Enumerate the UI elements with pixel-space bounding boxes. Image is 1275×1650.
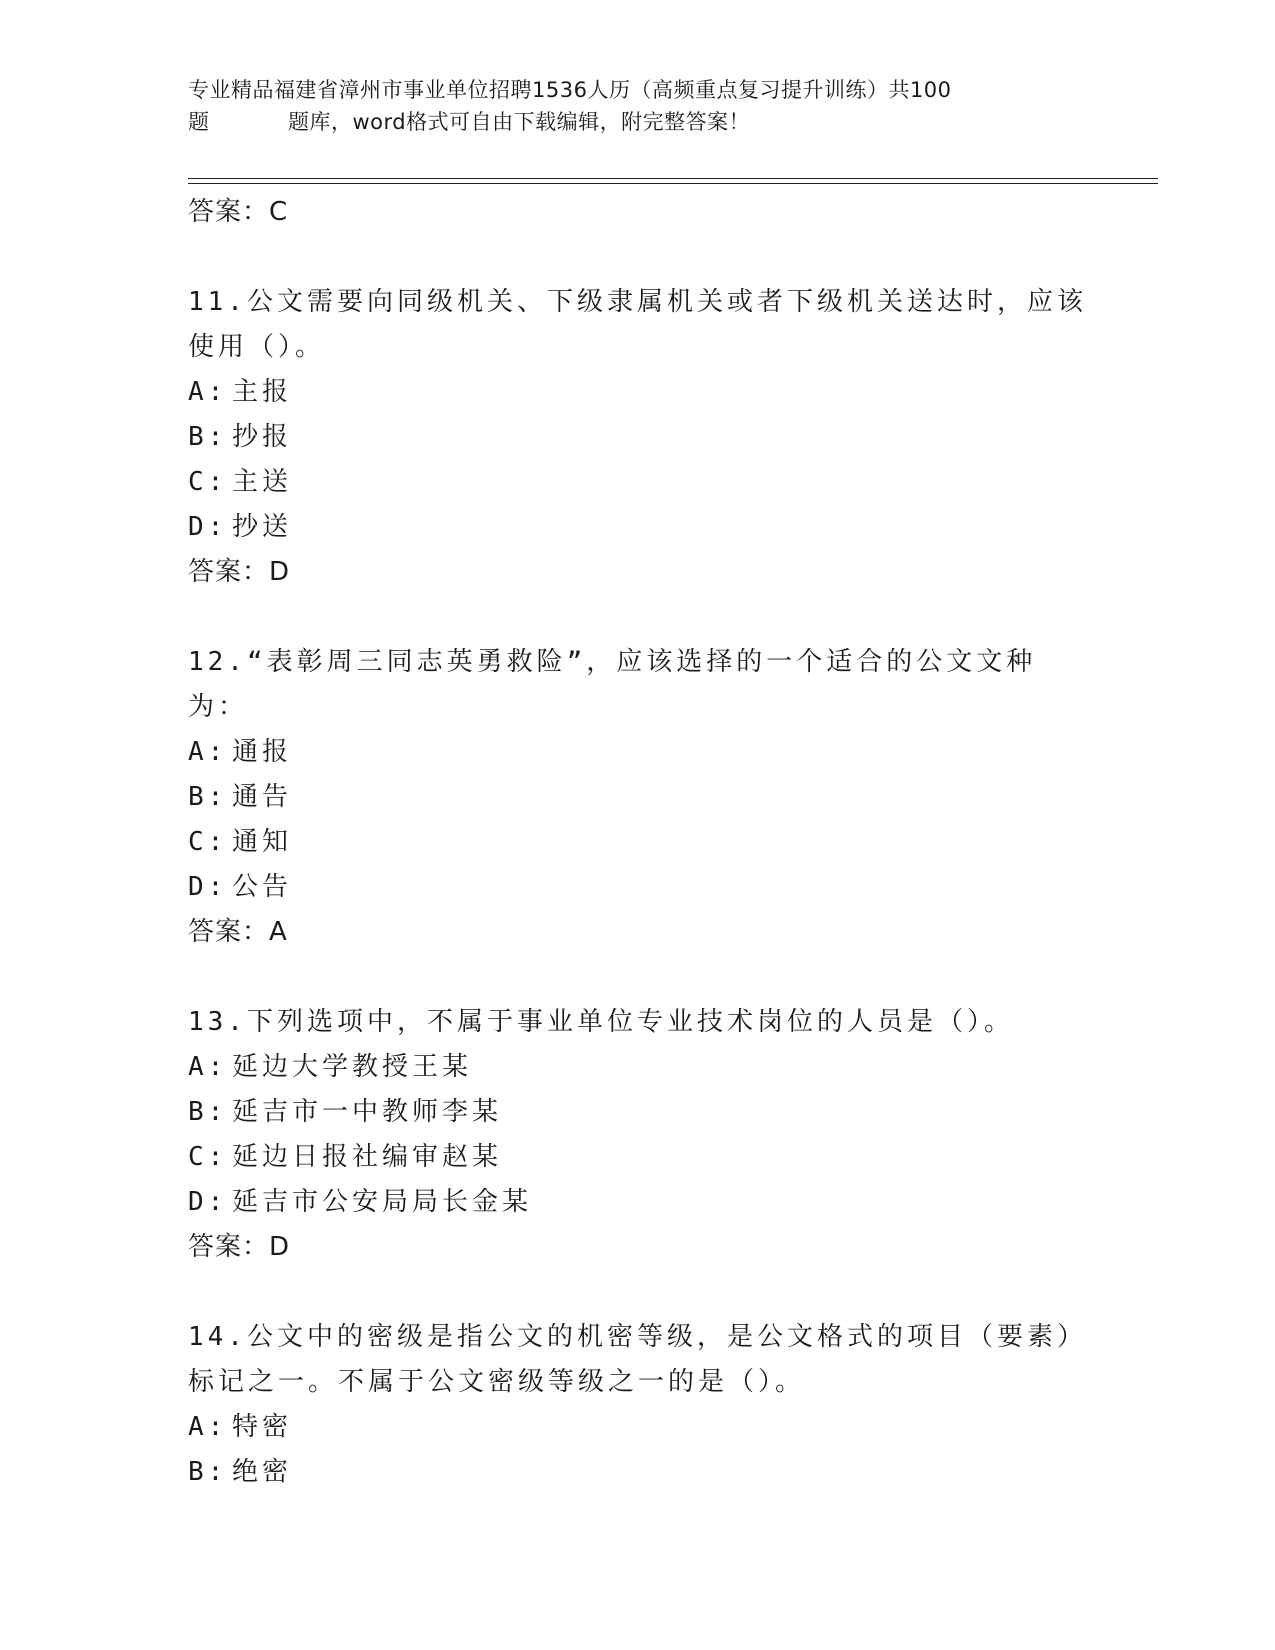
option-text: 主送 — [232, 467, 293, 497]
question-block-11 — [188, 280, 1088, 594]
answer-11: 答案：D — [188, 557, 291, 587]
option-text: 主报 — [232, 377, 293, 407]
page-header — [188, 74, 1088, 138]
option-text: 延边日报社编审赵某 — [232, 1142, 503, 1172]
answer-12: 答案：A — [188, 917, 288, 947]
option-a — [188, 1045, 1088, 1090]
option-letter: B: — [188, 1097, 228, 1127]
option-text: 抄送 — [232, 512, 293, 542]
question-block-12 — [188, 640, 1088, 954]
option-text: 通报 — [232, 737, 293, 767]
option-text: 延吉市公安局局长金某 — [232, 1187, 533, 1217]
option-letter: B: — [188, 782, 228, 812]
option-letter: A: — [188, 1052, 228, 1082]
option-b — [188, 1090, 1088, 1135]
option-letter: A: — [188, 377, 228, 407]
option-text: 抄报 — [232, 422, 293, 452]
spacer — [188, 1269, 1088, 1315]
answer-13: 答案：D — [188, 1232, 291, 1262]
option-letter: D: — [188, 872, 228, 902]
option-c — [188, 460, 1088, 505]
question-stem: 13.下列选项中，不属于事业单位专业技术岗位的人员是（）。 — [188, 1007, 1014, 1037]
option-text: 通知 — [232, 827, 293, 857]
header-subtitle: 题库，word格式可自由下载编辑，附完整答案！ — [288, 110, 751, 134]
option-text: 延吉市一中教师李某 — [232, 1097, 503, 1127]
option-letter: D: — [188, 1187, 228, 1217]
option-letter: A: — [188, 737, 228, 767]
option-c — [188, 820, 1088, 865]
option-letter: A: — [188, 1412, 228, 1442]
header-divider-top — [188, 178, 1158, 179]
option-letter: B: — [188, 1457, 228, 1487]
option-b — [188, 415, 1088, 460]
header-divider-bottom — [188, 183, 1158, 184]
question-block-13 — [188, 1000, 1088, 1269]
option-letter: B: — [188, 422, 228, 452]
option-text: 通告 — [232, 782, 293, 812]
question-list — [188, 190, 1088, 1495]
option-d — [188, 505, 1088, 550]
option-text: 绝密 — [232, 1457, 293, 1487]
option-letter: C: — [188, 1142, 228, 1172]
option-d — [188, 865, 1088, 910]
option-text: 特密 — [232, 1412, 293, 1442]
option-text: 延边大学教授王某 — [232, 1052, 473, 1082]
option-a — [188, 370, 1088, 415]
answer-10: 答案：C — [188, 197, 289, 227]
option-a — [188, 1405, 1088, 1450]
question-block-14 — [188, 1315, 1088, 1495]
option-letter: D: — [188, 512, 228, 542]
option-letter: C: — [188, 467, 228, 497]
option-c — [188, 1135, 1088, 1180]
spacer — [188, 234, 1088, 280]
option-b — [188, 775, 1088, 820]
option-text: 公告 — [232, 872, 293, 902]
spacer — [188, 594, 1088, 640]
question-stem: 12.“表彰周三同志英勇救险”，应该选择的一个适合的公文文种为： — [188, 647, 1037, 722]
question-stem: 11.公文需要向同级机关、下级隶属机关或者下级机关送达时，应该使用（）。 — [188, 287, 1087, 362]
question-stem: 14.公文中的密级是指公文的机密等级，是公文格式的项目（要素）标记之一。不属于公文密级等级之一的是（）。 — [188, 1322, 1087, 1397]
option-d — [188, 1180, 1088, 1225]
header-title-line-1: 专业精品福建省漳州市事业单位招聘1536人历（高频重点复习提升训练）共100 — [188, 78, 952, 102]
header-title-line-2 — [188, 106, 1088, 138]
option-letter: C: — [188, 827, 228, 857]
header-title-word: 题 — [188, 110, 210, 134]
option-b — [188, 1450, 1088, 1495]
option-a — [188, 730, 1088, 775]
spacer — [188, 954, 1088, 1000]
